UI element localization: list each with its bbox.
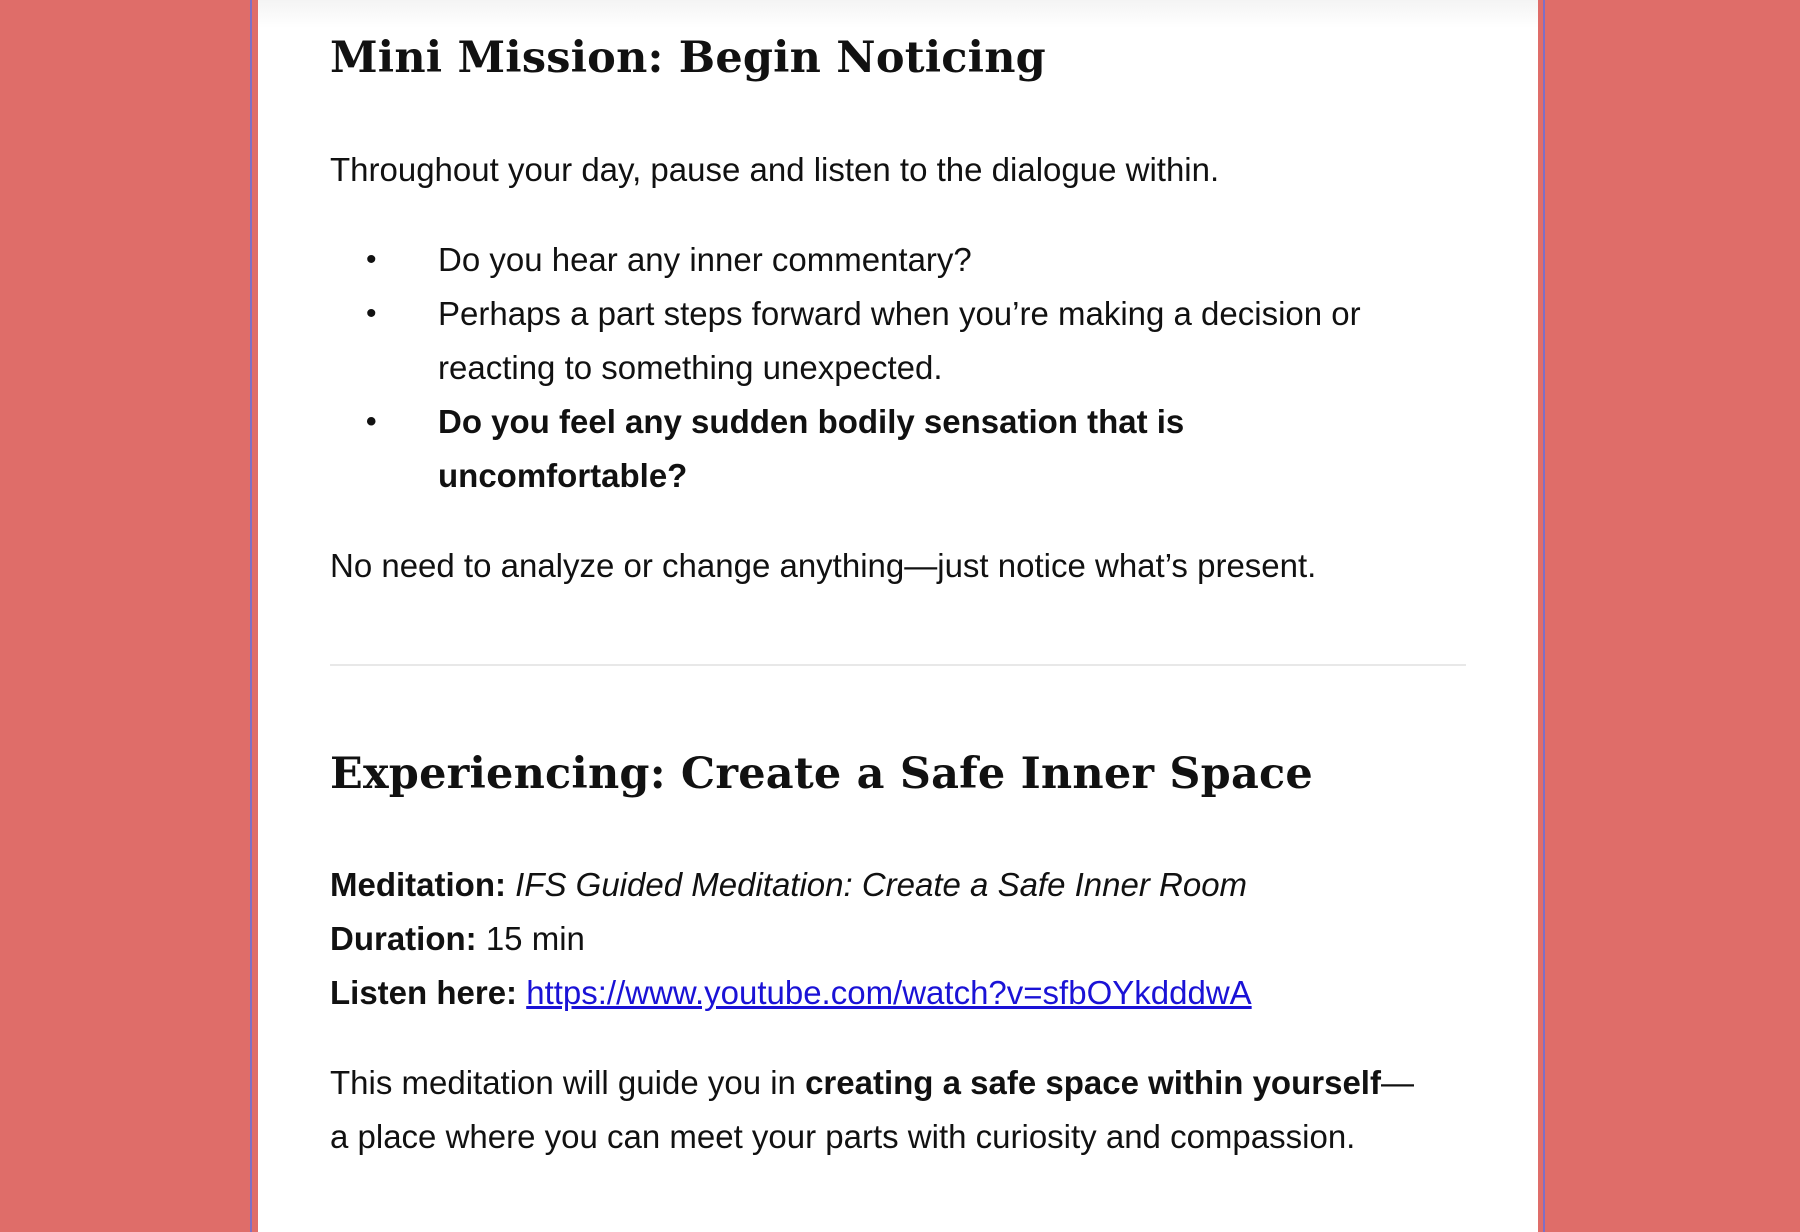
description-highlight: creating a safe space within yourself	[805, 1064, 1381, 1101]
meditation-label: Meditation:	[330, 866, 506, 903]
list-item	[330, 287, 1470, 395]
meditation-info	[330, 858, 1470, 1020]
left-border-line	[250, 0, 252, 1232]
meditation-line	[330, 858, 1470, 912]
bullet-icon: •	[366, 297, 377, 330]
experiencing-heading: Experiencing: Create a Safe Inner Space	[330, 749, 1313, 799]
bullet-icon: •	[366, 405, 377, 438]
right-border-line	[1543, 0, 1545, 1232]
document-page	[258, 0, 1538, 1232]
list-item-text: Perhaps a part steps forward when you’re making a decision or reacting to something unexpected.	[438, 295, 1361, 386]
mission-intro: Throughout your day, pause and listen to the dialogue within.	[330, 151, 1220, 188]
description-text-end: —a place where you can meet your parts with curiosity and compassion.	[330, 1064, 1414, 1155]
duration-line	[330, 912, 1470, 966]
duration-label: Duration:	[330, 920, 477, 957]
meditation-title: IFS Guided Meditation: Create a Safe Inner Room	[515, 866, 1248, 903]
duration-value: 15 min	[485, 920, 585, 957]
list-item	[330, 233, 1470, 287]
list-item-text: Do you hear any inner commentary?	[438, 241, 972, 278]
mission-bullet-list	[330, 233, 1470, 503]
description-text-start: This meditation will guide you in	[330, 1064, 806, 1101]
listen-label: Listen here:	[330, 974, 518, 1011]
bullet-icon: •	[366, 243, 377, 276]
mission-heading: Mini Mission: Begin Noticing	[330, 33, 1046, 83]
meditation-description	[330, 1056, 1430, 1164]
youtube-link[interactable]: https://www.youtube.com/watch?v=sfbOYkdddwA	[526, 974, 1252, 1011]
mission-outro: No need to analyze or change anything—just notice what’s present.	[330, 547, 1317, 584]
list-item	[330, 395, 1470, 503]
section-divider	[330, 664, 1466, 666]
list-item-text: Do you feel any sudden bodily sensation that is uncomfortable?	[438, 403, 1185, 494]
listen-line	[330, 966, 1470, 1020]
